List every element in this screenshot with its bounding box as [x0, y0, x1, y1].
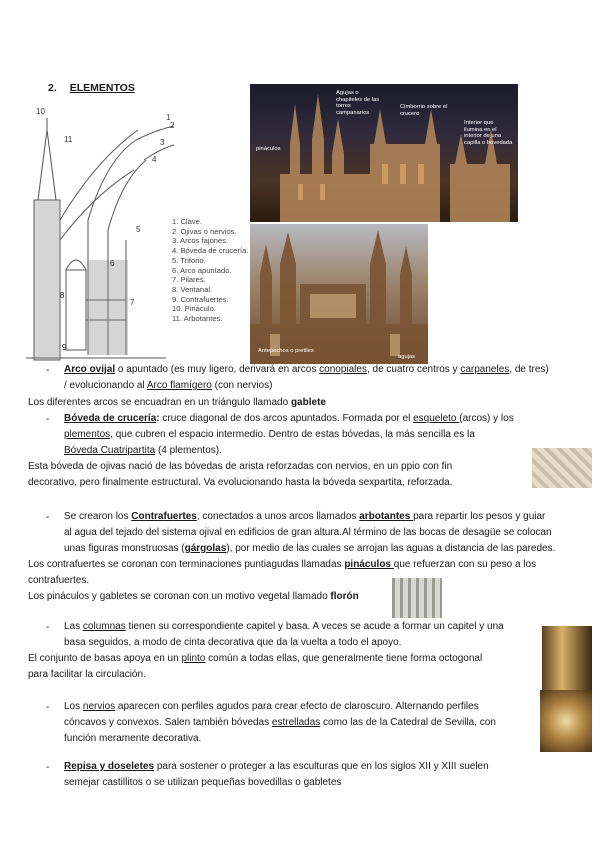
- nervios-line-2: cóncavos y convexos. Salen también bóvedas estrelladas como las de la Catedral de Sevilla, con: [64, 717, 496, 728]
- legend-item: 6. Arco apuntado.: [172, 265, 232, 275]
- contrafuertes-line-3: unas figuras monstruosas (gárgolas), por medio de las cuales se arrojan las aguas a distancia de las paredes.: [64, 543, 556, 554]
- contrafuertes-line-5: contrafuertes.: [28, 575, 90, 586]
- label-agujas: Agujas o chapiteles de las torres campanarios: [336, 90, 380, 116]
- label-pinaculos: pináculos: [256, 146, 281, 152]
- columnas-line-1: Las columnas tienen su correspondiente capitel y basa. A veces se acude a formar un capitel y una: [64, 621, 504, 632]
- contrafuertes-line-1: Se crearon los Contrafuertes, conectados a unos arcos llamados arbotantes para repartir los pesos y guiar: [64, 511, 546, 522]
- label-interior: Interior que ilumina en el interior de una capilla o bovedada: [464, 120, 513, 146]
- repisa-line-2: semejar castillitos o se utilizan pequeñas bovedillas o gabletes: [64, 777, 342, 788]
- legend-item: 11. Arbotantes.: [172, 314, 223, 324]
- cathedral-facade-photo: [250, 224, 428, 364]
- heading-title: ELEMENTOS: [69, 82, 135, 94]
- arco-line-1: Arco ovijal o apuntado (es muy ligero, derivará en arcos conopiales, de cuatro centros y carpaneles, de tres): [64, 364, 549, 375]
- legend-item: 5. Triforio.: [172, 255, 206, 265]
- diagram-number: 5: [136, 225, 141, 234]
- label-antepechos: Antepechos o pretiles: [258, 348, 314, 354]
- nervios-line-1: Los nervios aparecen con perfiles agudos para crear efecto de claroscuro. Alternando perfiles: [64, 701, 479, 712]
- diagram-number: 4: [152, 155, 157, 164]
- bullet: -: [46, 512, 50, 523]
- contrafuertes-line-2: al agua del tejado del sistema ojival en edificios de gran altura.Al término de las bocas de desagüe se colocan: [64, 527, 552, 538]
- diagram-number: 3: [160, 138, 165, 147]
- legend-item: 10. Pináculo.: [172, 304, 216, 314]
- cathedral-night-photo: [250, 84, 518, 222]
- diagram-number: 8: [60, 291, 65, 300]
- bullet: -: [46, 762, 50, 773]
- pinnacle-thumbnail: [392, 578, 442, 618]
- legend-item: 3. Arcos fajones.: [172, 236, 229, 246]
- arco-line-3: Los diferentes arcos se encuadran en un triángulo llamado gablete: [28, 397, 326, 408]
- arco-line-2: / evolucionando al Arco flamígero (con nervios): [64, 380, 273, 391]
- legend-item: 2. Ojivas o nervios.: [172, 226, 237, 236]
- legend-item: 7. Pilares.: [172, 275, 206, 285]
- legend-item: 9. Contrafuertes.: [172, 294, 229, 304]
- gothic-section-diagram: [26, 100, 176, 362]
- diagram-number: 6: [110, 259, 115, 268]
- repisa-line-1: Repisa y doseletes para sostener o proteger a las esculturas que en los siglos XII y XIII suelen: [64, 761, 489, 772]
- pinnacle-shape: [38, 130, 56, 200]
- label-agujas-bottom: agujas: [398, 354, 416, 360]
- vault-thumbnail: [532, 448, 592, 488]
- boveda-line-2: plementos, que cubren el espacio intermedio. Dentro de estas bóvedas, la más sencilla es la: [64, 429, 475, 440]
- ribbed-vault-thumbnail: [540, 690, 592, 752]
- legend-item: 4. Bóveda de crucería.: [172, 246, 249, 256]
- diagram-number: 2: [170, 121, 175, 130]
- boveda-line-4: Esta bóveda de ojivas nació de las bóvedas de arista reforzadas con nervios, en un ppio con fin: [28, 461, 453, 472]
- bullet: -: [46, 414, 50, 425]
- diagram-number: 7: [130, 298, 135, 307]
- diagram-number: 9: [62, 343, 67, 352]
- boveda-line-3: Bóveda Cuatripartita (4 plementos).: [64, 445, 222, 456]
- boveda-line-5: decorativo, pero finalmente estructural. Va evolucionando hasta la bóveda sexpartita, reforzada.: [28, 477, 453, 488]
- nervios-line-3: función meramente decorativa.: [64, 733, 202, 744]
- columnas-line-2: basa seguidos, a modo de cinta decorativa que da la vuelta a todo el apoyo.: [64, 637, 402, 648]
- column-thumbnail: [542, 626, 592, 690]
- window-shape: [66, 270, 86, 350]
- contrafuertes-line-6: Los pináculos y gabletes se coronan con un motivo vegetal llamado florón: [28, 591, 359, 602]
- bullet: -: [46, 702, 50, 713]
- bullet: -: [46, 365, 50, 376]
- section-heading: [48, 82, 135, 94]
- legend-item: 1. Clave.: [172, 217, 202, 226]
- diagram-number: 10: [36, 107, 45, 116]
- columnas-line-3: El conjunto de basas apoya en un plinto común a todas ellas, que generalmente tiene forma octogonal: [28, 653, 483, 664]
- boveda-line-1: Bóveda de crucería: cruce diagonal de dos arcos apuntados. Formada por el esqueleto (arcos) y los: [64, 413, 514, 424]
- diagram-number: 11: [64, 135, 73, 144]
- diagram-number: 1: [166, 113, 171, 122]
- diagram-legend: [172, 217, 248, 324]
- bullet: -: [46, 622, 50, 633]
- legend-item: 8. Ventanal.: [172, 284, 213, 294]
- columnas-line-4: para facilitar la circulación.: [28, 669, 146, 680]
- contrafuertes-line-4: Los contrafuertes se coronan con terminaciones puntiagudas llamadas pináculos que refuerzan con su peso a los: [28, 559, 537, 570]
- heading-number: 2.: [48, 82, 57, 94]
- label-cimborrio: Cimborrio sobre el crucero: [400, 104, 448, 117]
